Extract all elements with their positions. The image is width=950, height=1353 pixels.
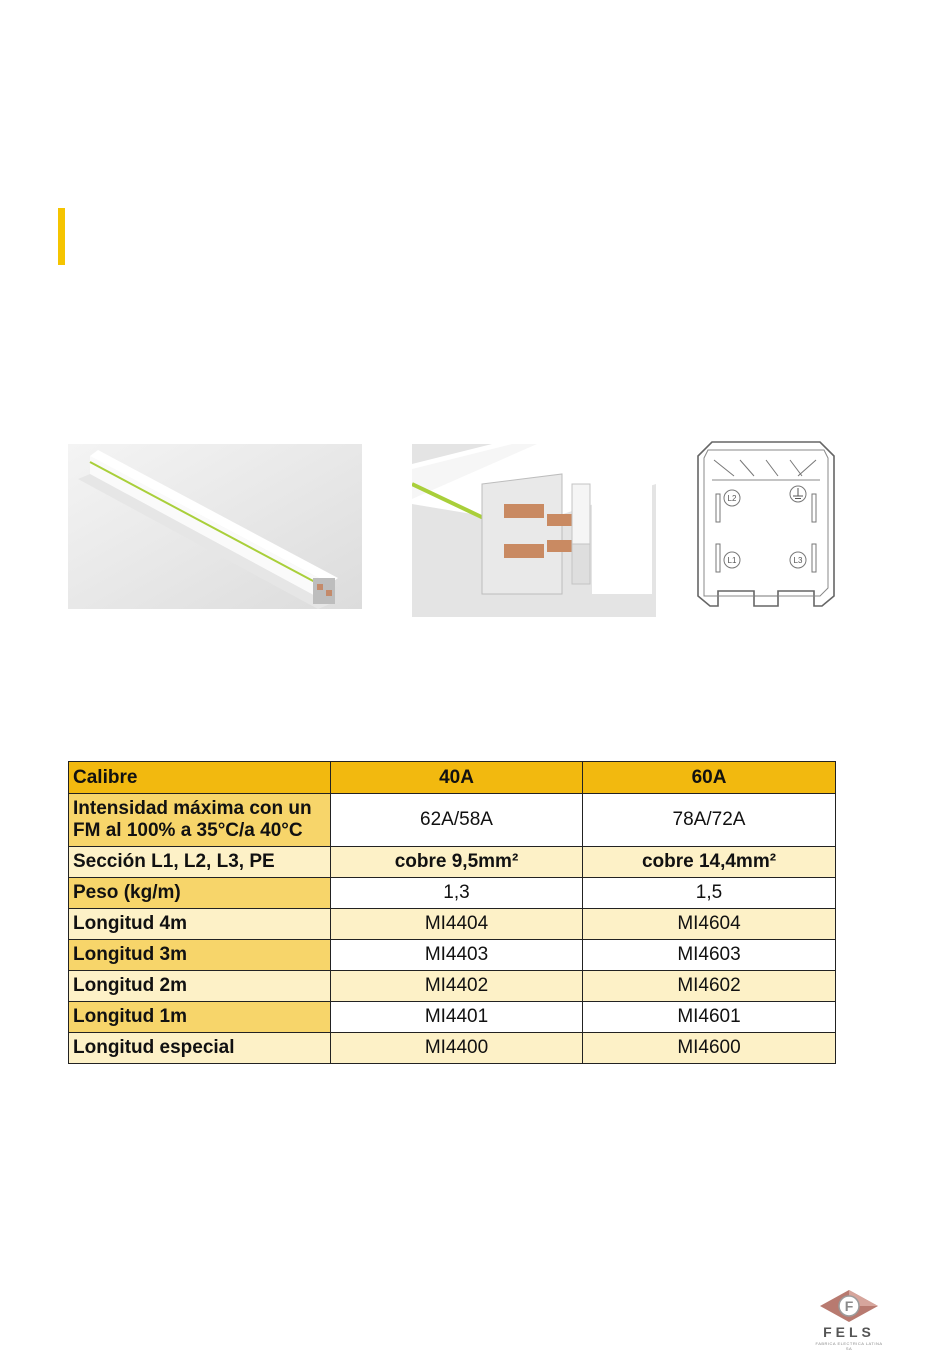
ground-icon (793, 488, 803, 499)
header-60a: 60A (583, 762, 836, 794)
row-value-60a: MI4601 (583, 1002, 836, 1033)
row-label: Sección L1, L2, L3, PE (69, 847, 331, 878)
table-row (69, 1033, 836, 1064)
section-accent-bar (58, 208, 65, 265)
table-row (69, 847, 836, 878)
row-label: Longitud 1m (69, 1002, 331, 1033)
busbar-cutaway-image (412, 444, 656, 617)
row-label: Longitud especial (69, 1033, 331, 1064)
row-value-40a: 62A/58A (331, 794, 583, 847)
row-value-40a: MI4402 (331, 971, 583, 1002)
row-value-60a: MI4604 (583, 909, 836, 940)
row-value-40a: cobre 9,5mm² (331, 847, 583, 878)
header-40a: 40A (331, 762, 583, 794)
row-label: Longitud 2m (69, 971, 331, 1002)
table-row (69, 794, 836, 847)
row-value-60a: MI4602 (583, 971, 836, 1002)
row-value-40a: MI4403 (331, 940, 583, 971)
specifications-table (68, 761, 836, 1064)
row-value-60a: MI4603 (583, 940, 836, 971)
table-row (69, 878, 836, 909)
row-value-60a: MI4600 (583, 1033, 836, 1064)
row-label: Peso (kg/m) (69, 878, 331, 909)
table-row (69, 971, 836, 1002)
table-row (69, 1002, 836, 1033)
row-value-60a: cobre 14,4mm² (583, 847, 836, 878)
row-value-40a: 1,3 (331, 878, 583, 909)
row-label: Longitud 4m (69, 909, 331, 940)
row-label: Intensidad máxima con un FM al 100% a 35°C/a 40°C (69, 794, 331, 847)
diagram-label-l1: L1 (727, 556, 737, 565)
table-row (69, 940, 836, 971)
busbar-rail-image (68, 444, 362, 609)
row-value-40a: MI4404 (331, 909, 583, 940)
logo-tagline: FABRICA ELECTRICA LATINA SA (815, 1341, 883, 1351)
row-value-40a: MI4400 (331, 1033, 583, 1064)
table-header-row (69, 762, 836, 794)
header-label: Calibre (69, 762, 331, 794)
cross-section-diagram (694, 436, 838, 616)
row-value-60a: 1,5 (583, 878, 836, 909)
diagram-label-l2: L2 (727, 494, 737, 503)
logo-letter: F (844, 1298, 854, 1314)
row-value-40a: MI4401 (331, 1002, 583, 1033)
table-row (69, 909, 836, 940)
logo-text: FELS (823, 1324, 875, 1340)
row-value-60a: 78A/72A (583, 794, 836, 847)
diagram-label-l3: L3 (793, 556, 803, 565)
row-label: Longitud 3m (69, 940, 331, 971)
